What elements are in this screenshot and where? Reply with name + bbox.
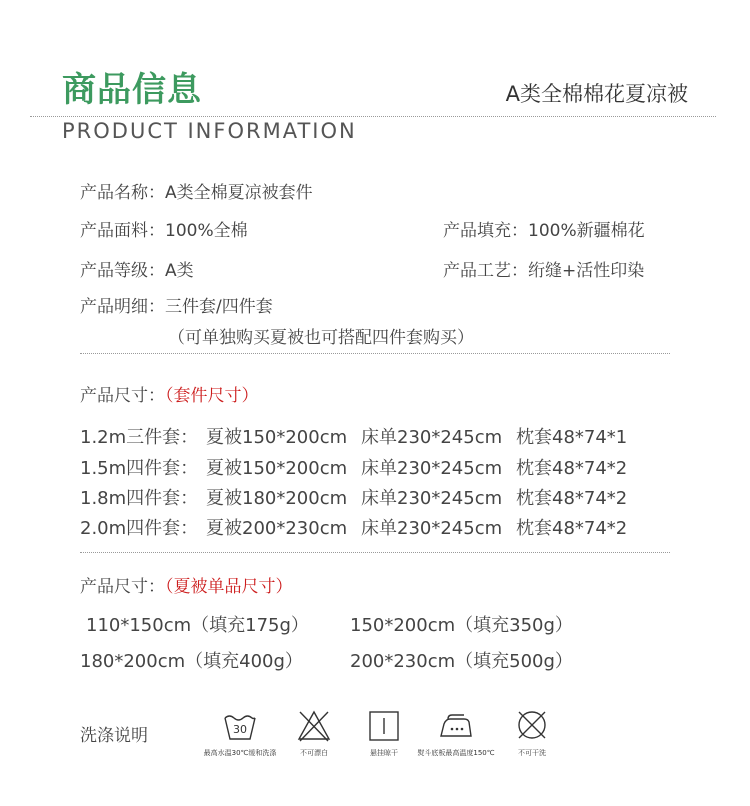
set-size-label: 产品尺寸： <box>80 386 165 406</box>
care-caption: 不可漂白 <box>300 749 328 757</box>
set-size-heading <box>80 381 259 406</box>
quilt-size: 夏被180*200cm <box>206 488 348 509</box>
no-dry-clean-icon <box>514 707 550 743</box>
sheet-size: 床单230*245cm <box>361 518 503 539</box>
quilt-size: 夏被200*230cm <box>206 518 348 539</box>
table-row <box>80 514 627 540</box>
table-row <box>80 454 627 480</box>
pillow-size: 枕套48*74*2 <box>516 518 628 539</box>
table-row <box>80 423 627 449</box>
info-detail: 产品明细：三件套/四件套 <box>80 297 273 317</box>
sheet-size: 床单230*245cm <box>361 427 503 448</box>
set-name: 1.2m三件套： <box>80 427 199 448</box>
pillow-size: 枕套48*74*1 <box>516 427 628 448</box>
quilt-size: 夏被150*200cm <box>206 427 348 448</box>
iron-150-icon <box>438 708 474 744</box>
info-fabric: 产品面料：100%全棉 <box>80 221 248 241</box>
set-name: 2.0m四件套： <box>80 518 199 539</box>
set-name: 1.5m四件套： <box>80 458 199 479</box>
care-caption: 不可干洗 <box>518 749 546 757</box>
info-detail-note: （可单独购买夏被也可搭配四件套购买） <box>168 328 474 348</box>
care-caption: 悬挂晾干 <box>370 749 398 757</box>
table-row <box>80 484 627 510</box>
sheet-size: 床单230*245cm <box>361 488 503 509</box>
header-divider <box>30 116 716 117</box>
sheet-size: 床单230*245cm <box>361 458 503 479</box>
list-item: 200*230cm（填充500g） <box>350 651 573 672</box>
pillow-size: 枕套48*74*2 <box>516 458 628 479</box>
single-size-label: 产品尺寸： <box>80 577 165 597</box>
info-craft: 产品工艺：绗缝+活性印染 <box>443 261 645 281</box>
product-name: A类全棉棉花夏凉被 <box>505 82 688 106</box>
single-size-heading <box>80 572 293 597</box>
wash-temp: 30 <box>233 723 247 736</box>
page-title: 商品信息 <box>62 70 202 110</box>
care-caption: 最高水温30℃缓和洗涤 <box>203 749 277 757</box>
section-divider <box>80 552 670 553</box>
care-label: 洗涤说明 <box>80 726 148 746</box>
wash-30-icon <box>222 708 258 744</box>
info-filling: 产品填充：100%新疆棉花 <box>443 221 645 241</box>
info-name: 产品名称：A类全棉夏凉被套件 <box>80 183 313 203</box>
set-name: 1.8m四件套： <box>80 488 199 509</box>
pillow-size: 枕套48*74*2 <box>516 488 628 509</box>
care-caption: 熨斗底板最高温度150℃ <box>417 749 495 757</box>
list-item: 180*200cm（填充400g） <box>80 651 303 672</box>
list-item: 110*150cm（填充175g） <box>86 615 309 636</box>
quilt-size: 夏被150*200cm <box>206 458 348 479</box>
info-grade: 产品等级：A类 <box>80 261 194 281</box>
set-size-note: （套件尺寸） <box>165 386 259 406</box>
list-item: 150*200cm（填充350g） <box>350 615 573 636</box>
section-divider <box>80 353 670 354</box>
single-size-note: （夏被单品尺寸） <box>165 577 293 597</box>
page-subtitle: PRODUCT INFORMATION <box>62 119 357 143</box>
no-bleach-icon <box>296 708 332 744</box>
hang-dry-icon <box>366 708 402 744</box>
